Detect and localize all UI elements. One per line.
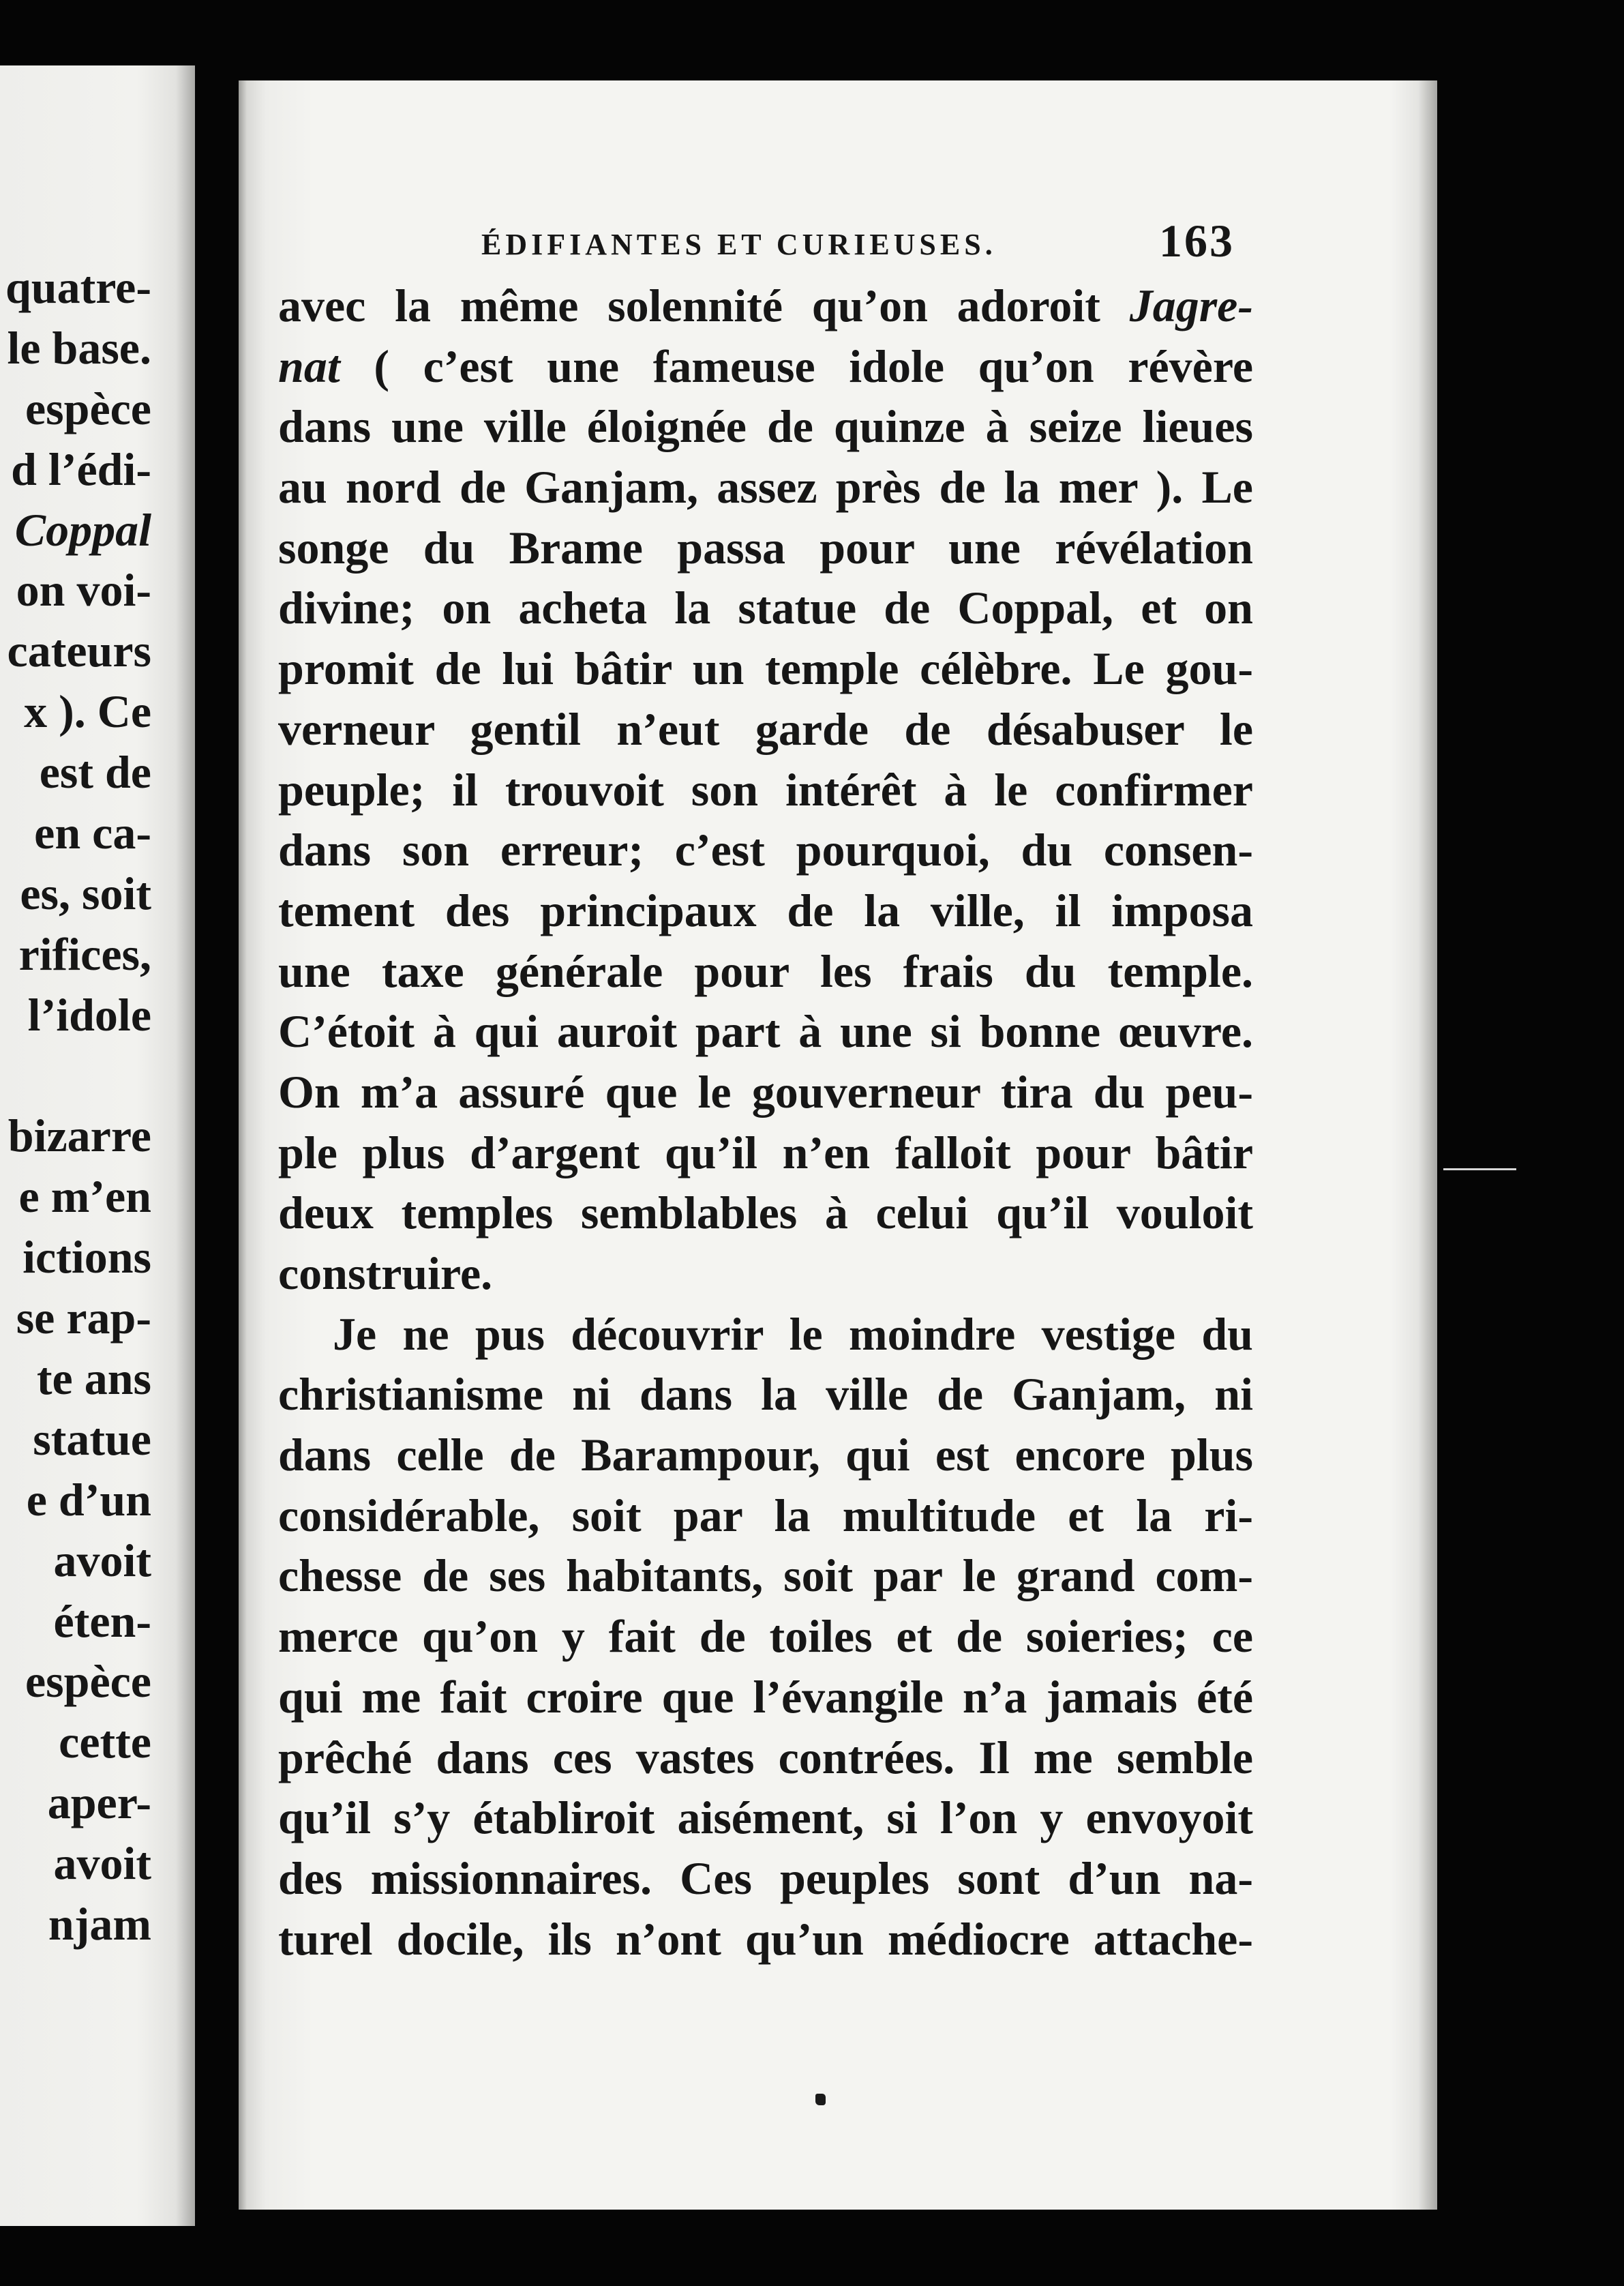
text-line [278, 336, 1253, 397]
text-line: qu’il s’y établiroit aisément, si l’on y envoyoit [278, 1792, 1253, 1844]
left-page-line: l’idole [27, 988, 151, 1041]
scan-streak [1443, 1168, 1516, 1170]
text-line: promit de lui bâtir un temple célèbre. Le gou- [278, 642, 1253, 695]
text-line: considérable, soit par la multitude et la ri- [278, 1489, 1253, 1541]
text-line: dans une ville éloignée de quinze à seize lieues [278, 400, 1253, 453]
left-page-line: cateurs [7, 625, 151, 677]
text-line: construire. [278, 1247, 493, 1299]
left-page-line: avoit [53, 1534, 151, 1586]
italic-text-run: nat [278, 340, 340, 392]
text-line: prêché dans ces vastes contrées. Il me semble [278, 1731, 1253, 1783]
text-run: ( c’est une fameuse idole qu’on révère [340, 340, 1253, 392]
text-line: des missionnaires. Ces peuples sont d’un na- [278, 1852, 1253, 1904]
left-page-line: statue [33, 1412, 151, 1465]
page-number: 163 [1159, 215, 1235, 267]
body-text [278, 276, 1253, 1969]
text-line: dans son erreur; c’est pourquoi, du consen- [278, 824, 1253, 876]
text-line: On m’a assuré que le gouverneur tira du peu- [278, 1065, 1253, 1118]
left-page-line: es, soit [20, 867, 151, 919]
left-page [0, 65, 195, 2226]
left-page-line: e m’en [18, 1170, 151, 1223]
left-page-line: e d’un [26, 1473, 151, 1526]
text-line: qui me fait croire que l’évangile n’a jamais été [278, 1670, 1253, 1723]
text-line: deux temples semblables à celui qu’il vouloit [278, 1187, 1253, 1239]
signature-mark [815, 2094, 826, 2105]
left-page-line: x ). Ce [24, 685, 151, 738]
left-page-line: rifices, [18, 927, 151, 980]
text-line: au nord de Ganjam, assez près de la mer ). Le [278, 461, 1253, 514]
text-line: turel docile, ils n’ont qu’un médiocre attache- [278, 1912, 1253, 1965]
paragraph [278, 276, 1253, 1304]
left-page-text [0, 257, 151, 1955]
right-page [239, 80, 1437, 2210]
left-page-line: le base. [7, 321, 151, 374]
left-page-line: ictions [22, 1231, 151, 1283]
text-line: dans celle de Barampour, qui est encore plus [278, 1429, 1253, 1481]
text-line: chesse de ses habitants, soit par le grand com- [278, 1549, 1253, 1602]
left-page-line: te ans [36, 1352, 151, 1405]
left-page-line: bizarre [7, 1110, 151, 1162]
paragraph [278, 1304, 1253, 1970]
text-line: merce qu’on y fait de toiles et de soieries; ce [278, 1610, 1253, 1663]
text-run: avec la même solennité qu’on adoroit [278, 280, 1130, 331]
italic-text-run: Jagre- [1129, 280, 1253, 331]
text-line: divine; on acheta la statue de Coppal, et on [278, 582, 1253, 634]
left-page-line: est de [39, 746, 151, 799]
left-page-line: avoit [53, 1837, 151, 1890]
text-line [278, 276, 1253, 336]
text-line: songe du Brame passa pour une révélation [278, 521, 1253, 574]
left-page-line: éten- [53, 1594, 151, 1647]
text-line: peuple; il trouvoit son intérêt à le confirmer [278, 763, 1253, 816]
text-line: une taxe générale pour les frais du temple. [278, 945, 1253, 997]
left-page-line: aper- [47, 1777, 151, 1829]
left-page-line: se rap- [16, 1292, 151, 1344]
left-page-line: quatre- [5, 261, 151, 313]
left-page-line: on voi- [16, 564, 151, 617]
left-page-line: d l’édi- [11, 443, 151, 495]
text-line: ple plus d’argent qu’il n’en falloit pour bâtir [278, 1126, 1253, 1178]
running-head: ÉDIFIANTES ET CURIEUSES. [481, 228, 997, 261]
text-line: Je ne pus découvrir le moindre vestige du [333, 1307, 1253, 1360]
left-page-line: Coppal [14, 503, 151, 556]
text-line: tement des principaux de la ville, il imposa [278, 884, 1253, 936]
text-line: C’étoit à qui auroit part à une si bonne œuvre. [278, 1005, 1253, 1058]
left-page-line: njam [48, 1898, 151, 1950]
text-line: verneur gentil n’eut garde de désabuser le [278, 702, 1253, 755]
left-page-line: cette [59, 1716, 151, 1768]
left-page-line: en ca- [34, 807, 151, 859]
left-page-line: espèce [25, 1655, 151, 1708]
text-line: christianisme ni dans la ville de Ganjam, ni [278, 1368, 1253, 1421]
left-page-line: espèce [25, 382, 151, 434]
